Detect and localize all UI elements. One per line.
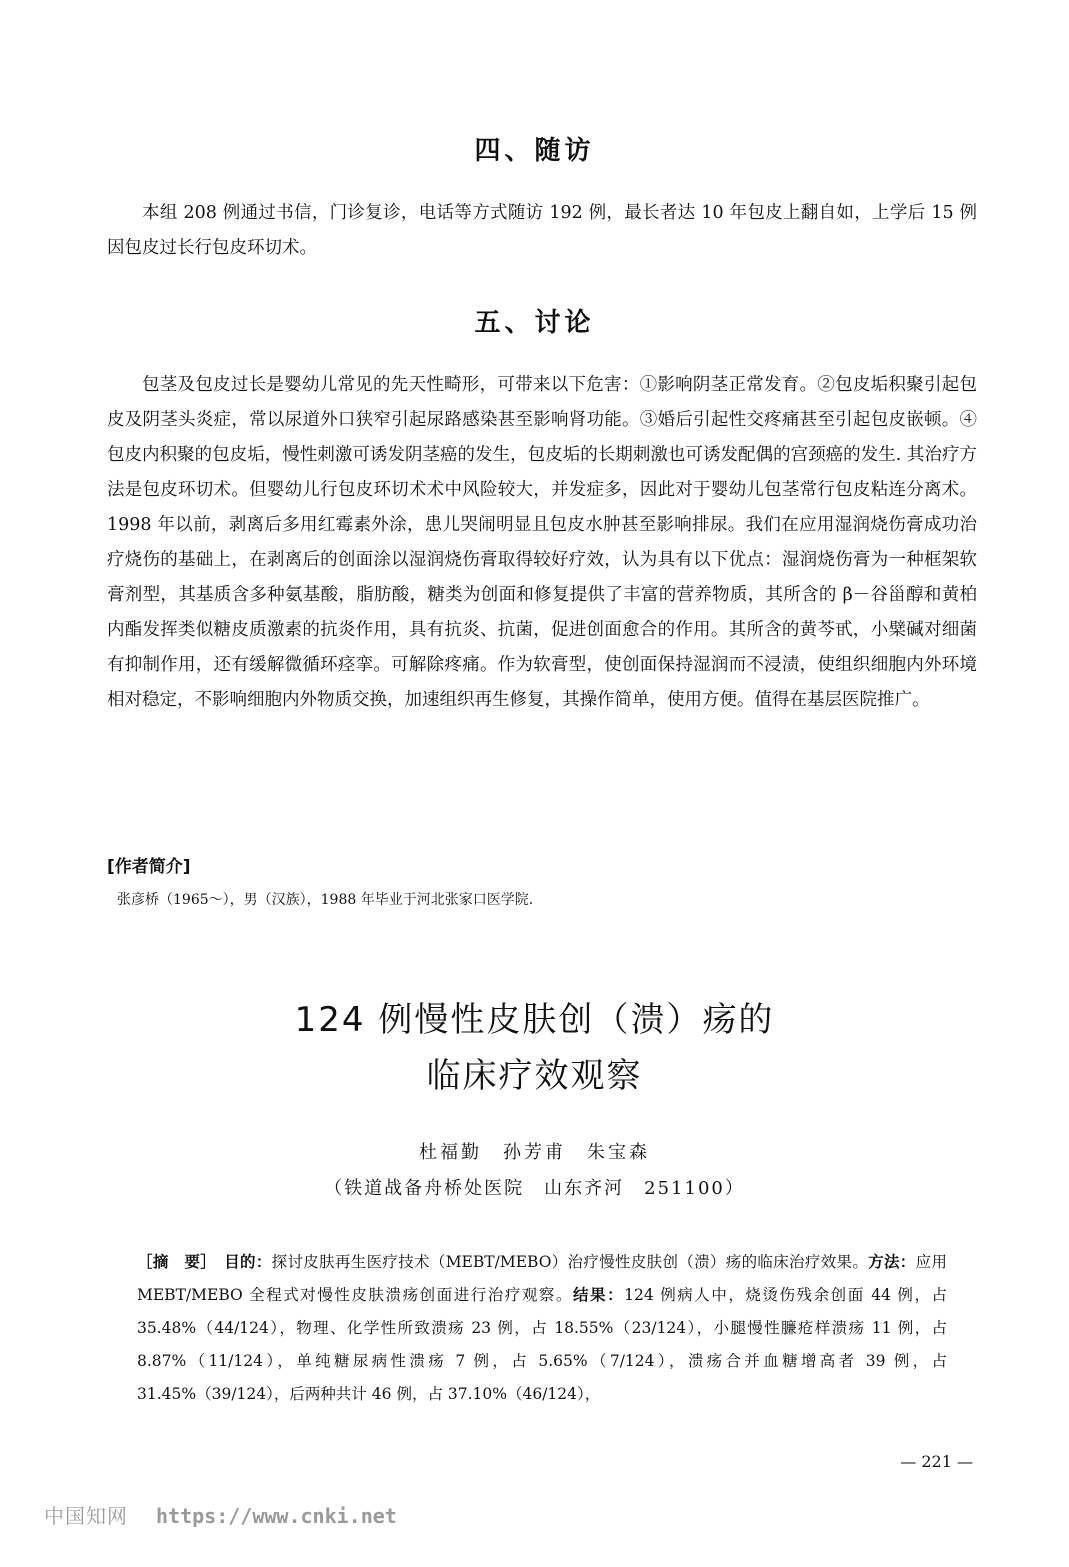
section-heading-discussion: 五、讨论 xyxy=(474,308,595,338)
footer-site-name: 中国知网 xyxy=(44,1504,128,1528)
abstract-method-text: 应用 MEBT/MEBO 全程式对慢性皮肤溃疡创面进行治疗观察。 xyxy=(137,1253,947,1304)
author-bio-label: [作者简介] xyxy=(107,857,191,877)
abstract-purpose-label: 目的： xyxy=(224,1253,272,1271)
abstract-label: ［摘 要］ xyxy=(137,1253,209,1271)
footer-url[interactable]: https://www.cnki.net xyxy=(156,1504,397,1528)
section-heading-follow-up: 四、随访 xyxy=(474,136,595,166)
abstract-result-text: 124 例病人中，烧烫伤残余创面 44 例，占 35.48%（44/124），物理、化学性所致溃疡 23 例，占 18.55%（23/124），小腿慢性臁疮样溃疡 11 例，占 8.87%（11/124），单纯糖尿病性溃疡 7 例，占 5.65%（7/124），溃疡合并血糖增高者 39 例，占 31.45%（39/124），后两种共计 46 例，占 37.10%（46/124）， xyxy=(137,1286,947,1403)
abstract-result-label: 结果： xyxy=(573,1286,625,1304)
author-bio-text: 张彦桥（1965～），男（汉族），1988 年毕业于河北张家口医学院. xyxy=(117,892,534,908)
discussion-paragraph: 包茎及包皮过长是婴幼儿常见的先天性畸形，可带来以下危害：①影响阴茎正常发育。②包皮垢积聚引起包皮及阴茎头炎症，常以尿道外口狭窄引起尿路感染甚至影响肾功能。③婚后引起性交疼痛甚至引起包皮嵌顿。④包皮内积聚的包皮垢，慢性刺激可诱发阴茎癌的发生，包皮垢的长期刺激也可诱发配偶的宫颈癌的发生. 其治疗方法是包皮环切术。但婴幼儿行包皮环切术术中风险较大，并发症多，因此对于婴幼儿包茎常行包皮粘连分离术。1998 年以前，剥离后多用红霉素外涂，患儿哭闹明显且包皮水肿甚至影响排尿。我们在应用湿润烧伤膏成功治疗烧伤的基础上，在剥离后的创面涂以湿润烧伤膏取得较好疗效，认为具有以下优点：湿润烧伤膏为一种框架软膏剂型，其基质含多种氨基酸，脂肪酸，糖类为创面和修复提供了丰富的营养物质，其所含的 β－谷甾醇和黄柏内酯发挥类似糖皮质激素的抗炎作用，具有抗炎、抗菌，促进创面愈合的作用。其所含的黄芩甙，小檗碱对细菌有抑制作用，还有缓解微循环痉挛。可解除疼痛。作为软膏型，使创面保持湿润而不浸渍，使组织细胞内外环境相对稳定，不影响细胞内外物质交换，加速组织再生修复，其操作简单，使用方便。值得在基层医院推广。 xyxy=(107,375,977,710)
footer-watermark xyxy=(44,1500,397,1529)
abstract-method-label: 方法： xyxy=(868,1253,916,1271)
abstract-purpose-text: 探讨皮肤再生医疗技术（MEBT/MEBO）治疗慢性皮肤创（溃）疡的临床治疗效果。 xyxy=(271,1253,869,1271)
article-title-line-2: 临床疗效观察 xyxy=(426,1056,643,1096)
article-authors: 杜福勤 孙芳甫 朱宝森 xyxy=(419,1142,650,1163)
article-affiliation: （铁道战备舟桥处医院 山东齐河 251100） xyxy=(324,1178,745,1199)
follow-up-paragraph: 本组 208 例通过书信，门诊复诊，电话等方式随访 192 例，最长者达 10 年包皮上翻自如，上学后 15 例因包皮过长行包皮环切术。 xyxy=(107,203,977,258)
article-title-line-1: 124 例慢性皮肤创（溃）疡的 xyxy=(294,1000,775,1040)
abstract-paragraph xyxy=(137,1246,947,1411)
page-number: — 221 — xyxy=(900,1452,973,1471)
